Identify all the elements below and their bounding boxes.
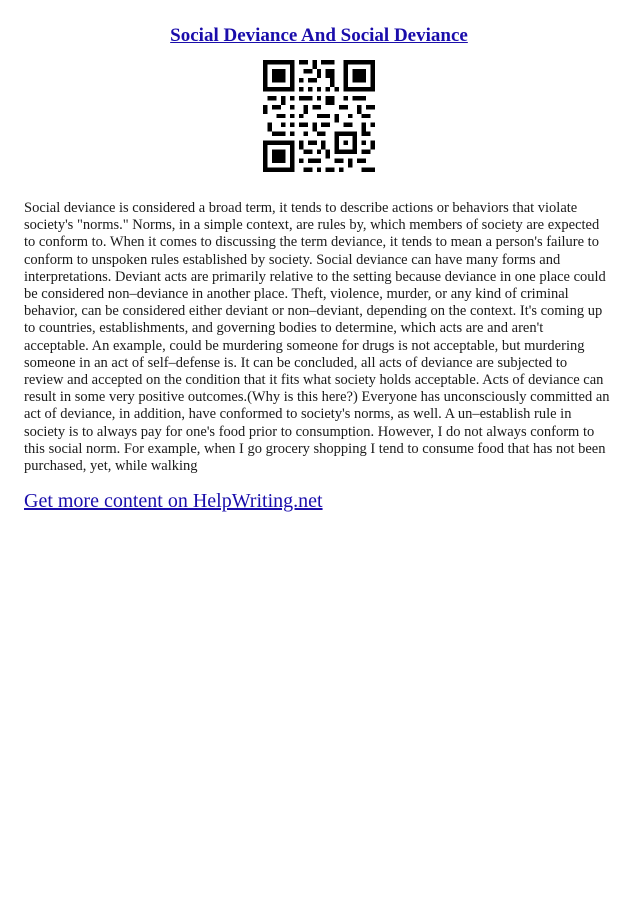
more-content-link[interactable]: Get more content on HelpWriting.net [24,490,323,512]
qr-code [263,60,375,172]
document-title-link[interactable]: Social Deviance And Social Deviance [170,25,468,46]
document-body-text: Social deviance is considered a broad term, it tends to describe actions or behaviors that violate society's "norms." Norms, in a simple context, are rules by, which members of society are expected to conform to. When it comes to discussing the term deviance, it tends to mean a person's failure to conform to unspoken rules established by society. Social deviance can have many forms and interpretations. Deviant acts are primarily relative to the setting because deviance in one place could be considered non–deviance in another place. Theft, violence, murder, or any kind of criminal behavior, can be considered either deviant or non–deviant, depending on the context. It's coming up to countries, establishments, and governing bodies to determine, which acts are and aren't acceptable. An example, could be murdering someone for drugs is not acceptable, but murdering someone in an act of self–defense is. It can be concluded, all acts of deviance are subjected to review and accepted on the condition that it fits what society holds acceptable. Acts of deviance can result in some very positive outcomes.(Why is this here?) Everyone has unconsciously committed an act of deviance, in addition, have conformed to society's norms, as well. A un–establish rule in society is to always pay for one's food prior to consumption. However, I do not always conform to this social norm. For example, when I go grocery shopping I tend to consume food that has not been purchased, yet, while walking [24,200,610,475]
